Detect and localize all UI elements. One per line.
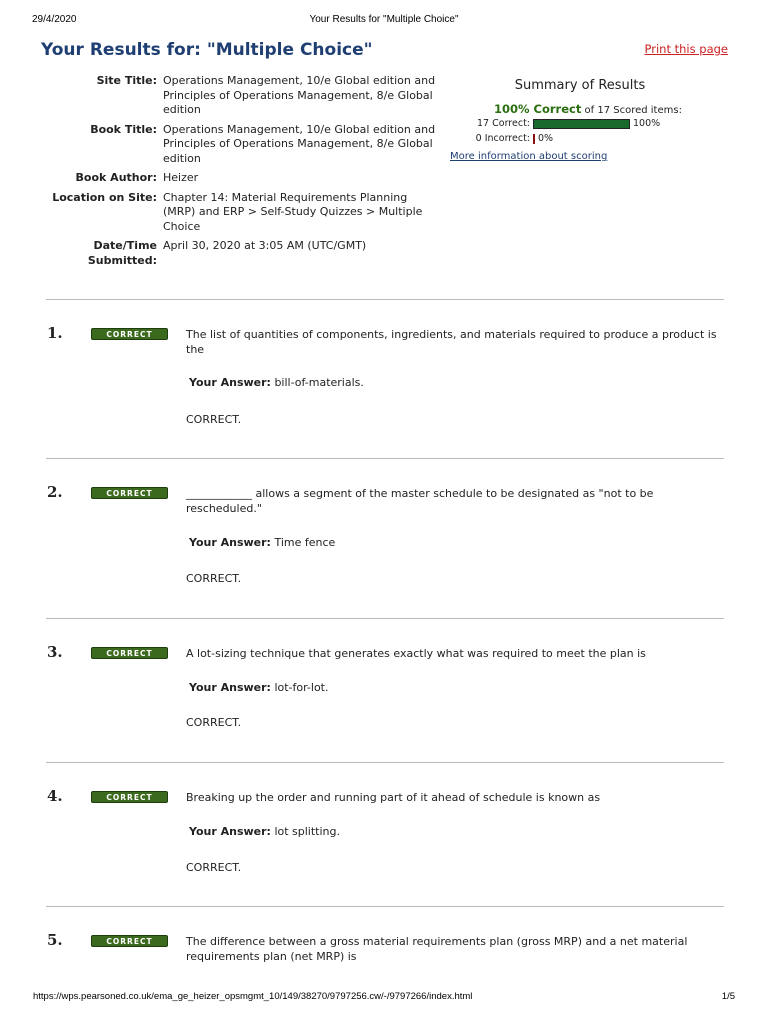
correct-badge: CORRECT — [91, 791, 168, 803]
location-row — [40, 191, 440, 235]
correct-bar-track — [533, 119, 630, 129]
summary-title: Summary of Results — [514, 78, 646, 93]
question-number: 3. — [47, 643, 63, 661]
your-answer — [189, 825, 340, 838]
question-text: Breaking up the order and running part of it ahead of schedule is known as — [186, 791, 601, 804]
question-text: ____________ allows a segment of the master schedule to be designated as "not to be rescheduled." — [186, 487, 654, 515]
divider — [46, 762, 724, 763]
site-title-label: Site Title: — [96, 74, 157, 87]
correct-percent: 100% — [633, 118, 661, 129]
percent-correct: 100% Correct — [494, 102, 582, 116]
print-page-title: Your Results for "Multiple Choice" — [309, 14, 459, 25]
date-label: Date/Time Submitted: — [87, 239, 157, 267]
correct-bar — [533, 119, 630, 129]
question-text: The difference between a gross material requirements plan (gross MRP) and a net material requirements plan (net MRP) is — [186, 935, 688, 963]
location-label: Location on Site: — [52, 190, 157, 204]
answer-label: Your Answer: — [189, 536, 271, 549]
book-title-value: Operations Management, 10/e Global edition and Principles of Operations Management, 8/e Global edition — [163, 122, 436, 165]
page-url: https://wps.pearsoned.co.uk/ema_ge_heizer_opsmgmt_10/149/38270/9797256.cw/-/9797266/index.html — [33, 991, 473, 1002]
correct-badge: CORRECT — [91, 487, 168, 499]
question-number: 2. — [47, 483, 63, 501]
incorrect-percent: 0% — [538, 133, 554, 144]
answer-value: bill-of-materials. — [274, 376, 364, 389]
answer-label: Your Answer: — [189, 376, 271, 389]
answer-result: CORRECT. — [186, 572, 242, 585]
question-text: The list of quantities of components, ingredients, and materials required to produce a product is the — [186, 328, 717, 356]
answer-result: CORRECT. — [186, 413, 242, 426]
site-title-value: Operations Management, 10/e Global edition and Principles of Operations Management, 8/e Global edition — [163, 74, 436, 116]
answer-value: lot-for-lot. — [274, 681, 329, 694]
question-number: 4. — [47, 787, 63, 805]
summary-of-results — [450, 78, 730, 162]
question-number: 1. — [47, 324, 63, 342]
print-date: 29/4/2020 — [32, 14, 77, 25]
print-footer — [0, 991, 768, 1005]
page-title: Your Results for: "Multiple Choice" — [41, 40, 373, 60]
book-author-label: Book Author: — [75, 171, 157, 184]
divider — [46, 458, 724, 459]
book-author-value: Heizer — [163, 171, 199, 184]
answer-result: CORRECT. — [186, 716, 242, 729]
location-value: Chapter 14: Material Requirements Planning (MRP) and ERP > Self-Study Quizzes > Multiple Choice — [163, 190, 423, 233]
answer-value: lot splitting. — [274, 825, 340, 838]
date-row — [40, 239, 440, 268]
book-title-row — [40, 123, 440, 167]
correct-badge: CORRECT — [91, 647, 168, 659]
divider — [46, 906, 724, 907]
scored-items: of 17 Scored items: — [584, 105, 682, 116]
your-answer — [189, 376, 364, 389]
your-answer — [189, 536, 335, 549]
print-header — [0, 14, 768, 28]
correct-bar-row — [450, 116, 730, 131]
question-text: A lot-sizing technique that generates exactly what was required to meet the plan is — [186, 647, 646, 660]
score-line — [494, 102, 730, 116]
correct-badge: CORRECT — [91, 935, 168, 947]
book-author-row — [40, 171, 440, 186]
question-number: 5. — [47, 931, 63, 949]
correct-badge: CORRECT — [91, 328, 168, 340]
book-title-label: Book Title: — [90, 122, 157, 136]
answer-label: Your Answer: — [189, 825, 271, 838]
print-this-page-link[interactable]: Print this page — [644, 42, 728, 56]
site-title-row — [40, 74, 440, 118]
result-metadata — [40, 74, 440, 273]
page-number: 1/5 — [721, 991, 735, 1002]
date-value: April 30, 2020 at 3:05 AM (UTC/GMT) — [163, 239, 367, 252]
more-info-scoring-link[interactable]: More information about scoring — [450, 151, 608, 162]
divider — [46, 618, 724, 619]
answer-result: CORRECT. — [186, 861, 242, 874]
correct-count-label: 17 Correct: — [477, 118, 530, 129]
divider — [46, 299, 724, 300]
answer-value: Time fence — [274, 536, 336, 549]
your-answer — [189, 681, 329, 694]
answer-label: Your Answer: — [189, 681, 271, 694]
incorrect-bar-row — [450, 131, 730, 146]
incorrect-count-label: 0 Incorrect: — [475, 133, 530, 144]
